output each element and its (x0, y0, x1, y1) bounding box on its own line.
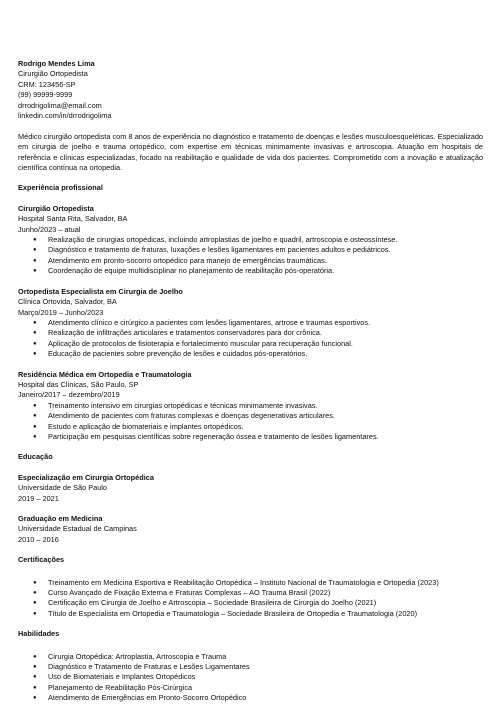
email-address[interactable]: drrodrigolima@email.com (18, 100, 102, 110)
certification-item: ● Certificação em Cirurgia de Joelho e Artroscopia – Sociedade Brasileira de Cirurgia do Joelho (2021) (18, 598, 483, 608)
job-period: Junho/2023 – atual (18, 224, 81, 234)
crm-number: CRM: 123456-SP (18, 79, 76, 89)
phone-number: (99) 99999-9999 (18, 90, 73, 100)
education-school: Universidade de São Paulo (18, 483, 107, 493)
skills-heading: Habilidades (18, 629, 60, 639)
skill-item: ● Uso de Biomateriais e Implantes Ortopédicos (18, 672, 483, 682)
certification-item: ● Treinamento em Medicina Esportiva e Reabilitação Ortopédica – Instituto Nacional de Traumatologia e Ortopedia (2023) (18, 578, 483, 588)
education-heading: Educação (18, 452, 53, 462)
bullet-item: ● Realização de infiltrações articulares e tratamentos conservadores para dor crônica. (18, 328, 483, 338)
job-period: Janeiro/2017 – dezembro/2019 (18, 390, 120, 400)
contact-block (18, 59, 483, 121)
job-bullets (18, 318, 483, 360)
education-period: 2019 – 2021 (18, 493, 59, 503)
education-entry (18, 473, 483, 504)
bullet-item: ● Educação de pacientes sobre prevenção de lesões e cuidados pós-operatórios. (18, 349, 483, 359)
skill-item: ● Diagnóstico e Tratamento de Fraturas e Lesões Ligamentares (18, 662, 483, 672)
job-role: Residência Médica em Ortopedia e Traumatologia (18, 369, 192, 379)
education-degree: Especialização em Cirurgia Ortopédica (18, 472, 154, 482)
experience-heading: Experiência profissional (18, 183, 103, 193)
linkedin-url[interactable]: linkedin.com/in/drrodrigolima (18, 111, 112, 121)
job-bullets (18, 235, 483, 277)
skill-item: ● Cirurgia Ortopédica: Artroplastia, Artroscopia e Trauma (18, 652, 483, 662)
certification-item: ● Título de Especialista em Ortopedia e Traumatologia – Sociedade Brasileira de Ortopedia e Traumatologia (2020) (18, 609, 483, 619)
job-role: Cirurgião Ortopedista (18, 203, 94, 213)
education-degree: Graduação em Medicina (18, 514, 103, 524)
candidate-name: Rodrigo Mendes Lima (18, 59, 95, 68)
bullet-item: ● Aplicação de protocolos de fisioterapia e fortalecimento muscular para recuperação funcional. (18, 339, 483, 349)
job-place: Hospital Santa Rita, Salvador, BA (18, 214, 128, 224)
certifications-list (18, 578, 483, 620)
certifications-heading: Certificações (18, 555, 65, 565)
bullet-item: ● Realização de cirurgias ortopédicas, incluindo artroplastias de joelho e quadril, artroscopia e osteossíntese. (18, 235, 483, 245)
job-bullets (18, 401, 483, 443)
bullet-item: ● Estudo e aplicação de biomateriais e implantes ortopédicos. (18, 422, 483, 432)
education-school: Universidade Estadual de Campinas (18, 524, 137, 534)
job-place: Hospital das Clínicas, São Paulo, SP (18, 379, 139, 389)
education-period: 2010 – 2016 (18, 534, 59, 544)
job-entry (18, 287, 483, 360)
bullet-item: ● Treinamento intensivo em cirurgias ortopédicas e técnicas minimamente invasivas. (18, 401, 483, 411)
job-role: Ortopedista Especialista em Cirurgia de Joelho (18, 286, 183, 296)
bullet-item: ● Atendimento clínico e cirúrgico a pacientes com lesões ligamentares, artrose e traumas esportivos. (18, 318, 483, 328)
job-place: Clínica Ortovida, Salvador, BA (18, 297, 117, 307)
resume-page (18, 59, 483, 704)
skill-item: ● Planejamento de Reabilitação Pós-Cirúrgica (18, 683, 483, 693)
job-entry (18, 204, 483, 277)
job-period: Março/2019 – Junho/2023 (18, 307, 104, 317)
candidate-title: Cirurgião Ortopedista (18, 69, 88, 79)
job-entry (18, 370, 483, 443)
education-entry (18, 514, 483, 545)
professional-summary: Médico cirurgião ortopedista com 8 anos de experiência no diagnóstico e tratamento de doenças e lesões musculoesqueléticas. Especializado em cirurgia de joelho e trauma ortopédico, com expertise em técnicas minimamente invasivas e artroscopia. Atuação em hospitais de referência e clínicas especializadas, focado na reabilitação e qualidade de vida dos pacientes. Comprometido com a inovação e atualização científica contínua na ortopedia. (18, 131, 483, 173)
skill-item: ● Atendimento de Emergências em Pronto-Socorro Ortopédico (18, 693, 483, 703)
bullet-item: ● Atendimento de pacientes com fraturas complexas e doenças degenerativas articulares. (18, 411, 483, 421)
bullet-item: ● Atendimento em pronto-socorro ortopédico para manejo de emergências traumáticas. (18, 256, 483, 266)
bullet-item: ● Coordenação de equipe multidisciplinar no planejamento de reabilitação pós-operatória. (18, 266, 483, 276)
bullet-item: ● Diagnóstico e tratamento de fraturas, luxações e lesões ligamentares em pacientes adultos e pediátricos. (18, 245, 483, 255)
skills-list (18, 652, 483, 704)
certification-item: ● Curso Avançado de Fixação Externa e Fraturas Complexas – AO Trauma Brasil (2022) (18, 588, 483, 598)
bullet-item: ● Participação em pesquisas científicas sobre regeneração óssea e tratamento de lesões ligamentares. (18, 432, 483, 442)
